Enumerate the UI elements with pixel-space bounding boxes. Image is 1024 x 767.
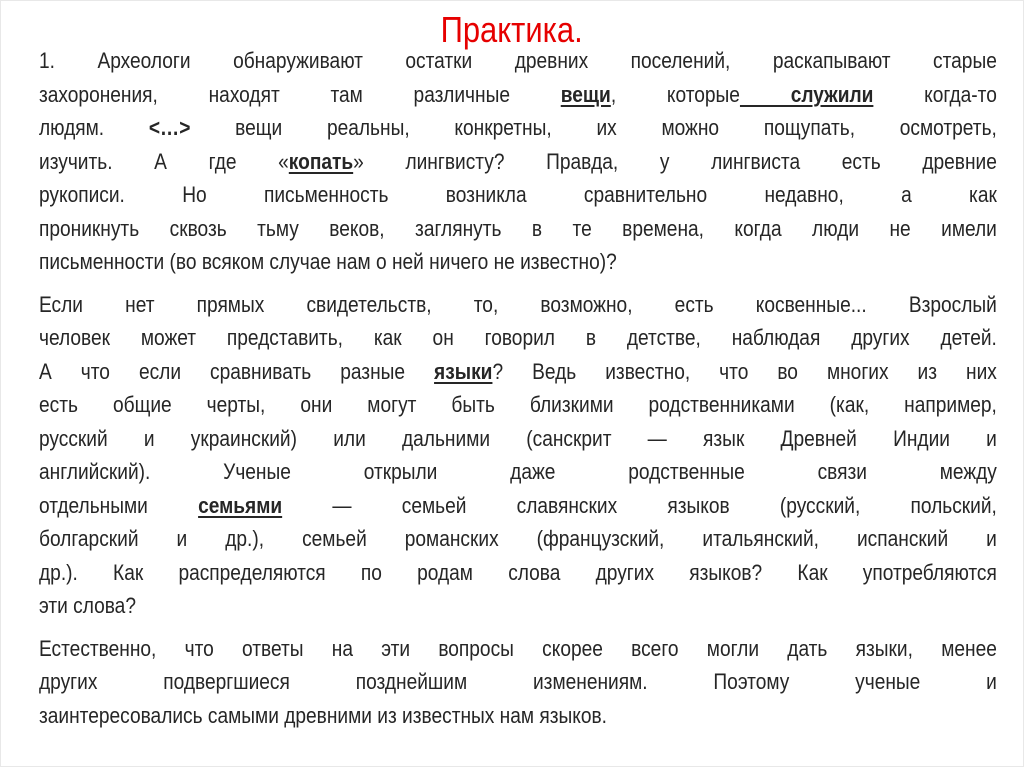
emphasized-term: копать: [288, 148, 354, 174]
text-line: [39, 455, 997, 489]
text-line: [39, 632, 997, 666]
text-segment: есть общие черты, они могут быть близкими родственниками (как, например,: [39, 392, 997, 417]
text-segment: русский и украинский) или дальними (санскрит — язык Древней Индии и: [39, 425, 997, 451]
text-segment: английский). Ученые открыли даже родственные связи между: [39, 459, 997, 484]
text-line: [39, 388, 997, 422]
text-line: [39, 178, 997, 212]
text-segment: ? Ведь известно, что во многих из них: [492, 358, 997, 384]
text-segment: вещи реальны, конкретны, их можно пощупать, осмотреть,: [190, 115, 997, 140]
emphasized-term: служили: [739, 81, 874, 107]
text-segment: людям.: [39, 115, 149, 140]
text-line: [39, 556, 997, 590]
text-segment: проникнуть сквозь тьму веков, заглянуть в те времена, когда люди не имели: [39, 215, 997, 241]
text-segment: др.). Как распределяются по родам слова других языков? Как употребляются: [39, 559, 997, 585]
text-line: [39, 489, 997, 523]
text-line: [39, 245, 997, 279]
text-segment: рукописи. Но письменность возникла сравнительно недавно, а как: [39, 182, 997, 207]
text-segment: заинтересовались самыми древними из известных нам языков.: [39, 702, 607, 728]
text-segment: захоронения, находят там различные: [39, 81, 561, 107]
text-line: [39, 44, 997, 78]
text-line: [39, 355, 997, 389]
text-segment: 1. Археологи обнаруживают остатки древних поселений, раскапывают старые: [39, 48, 997, 73]
text-line: [39, 145, 997, 179]
text-segment: эти слова?: [39, 593, 136, 618]
text-segment: когда-то: [873, 81, 997, 107]
emphasized-term: языки: [434, 358, 493, 384]
text-segment: болгарский и др.), семьей романских (французский, итальянский, испанский и: [39, 526, 997, 551]
text-line: [39, 78, 997, 112]
slide-title-text: Практика.: [440, 9, 584, 50]
emphasized-term: вещи: [560, 81, 611, 107]
text-segment: изучить. А где «: [39, 148, 289, 174]
paragraph: [39, 288, 1024, 623]
text-line: [39, 522, 997, 556]
bold-text: <…>: [148, 115, 191, 140]
text-line: [39, 288, 997, 322]
text-line: [39, 422, 997, 456]
text-line: [39, 111, 997, 145]
text-line: [39, 212, 997, 246]
text-line: [39, 699, 997, 733]
text-line: [39, 321, 997, 355]
text-segment: письменности (во всяком случае нам о ней ничего не известно)?: [39, 249, 617, 274]
text-line: [39, 589, 997, 623]
text-segment: , которые: [610, 81, 740, 107]
text-segment: отдельными: [39, 492, 199, 518]
text-segment: человек может представить, как он говорил в детстве, наблюдая других детей.: [39, 325, 997, 350]
emphasized-term: семьями: [198, 492, 283, 518]
paragraph: [39, 44, 1024, 279]
slide-body: [39, 44, 1024, 741]
text-line: [39, 665, 997, 699]
text-segment: Естественно, что ответы на эти вопросы скорее всего могли дать языки, менее: [39, 635, 997, 661]
text-segment: Если нет прямых свидетельств, то, возможно, есть косвенные... Взрослый: [39, 291, 997, 317]
text-segment: » лингвисту? Правда, у лингвиста есть древние: [353, 148, 997, 174]
text-segment: — семьей славянских языков (русский, польский,: [282, 492, 997, 518]
text-segment: других подвергшиеся позднейшим изменениям. Поэтому ученые и: [39, 669, 997, 694]
text-segment: А что если сравнивать разные: [39, 358, 435, 384]
paragraph: [39, 632, 1024, 733]
